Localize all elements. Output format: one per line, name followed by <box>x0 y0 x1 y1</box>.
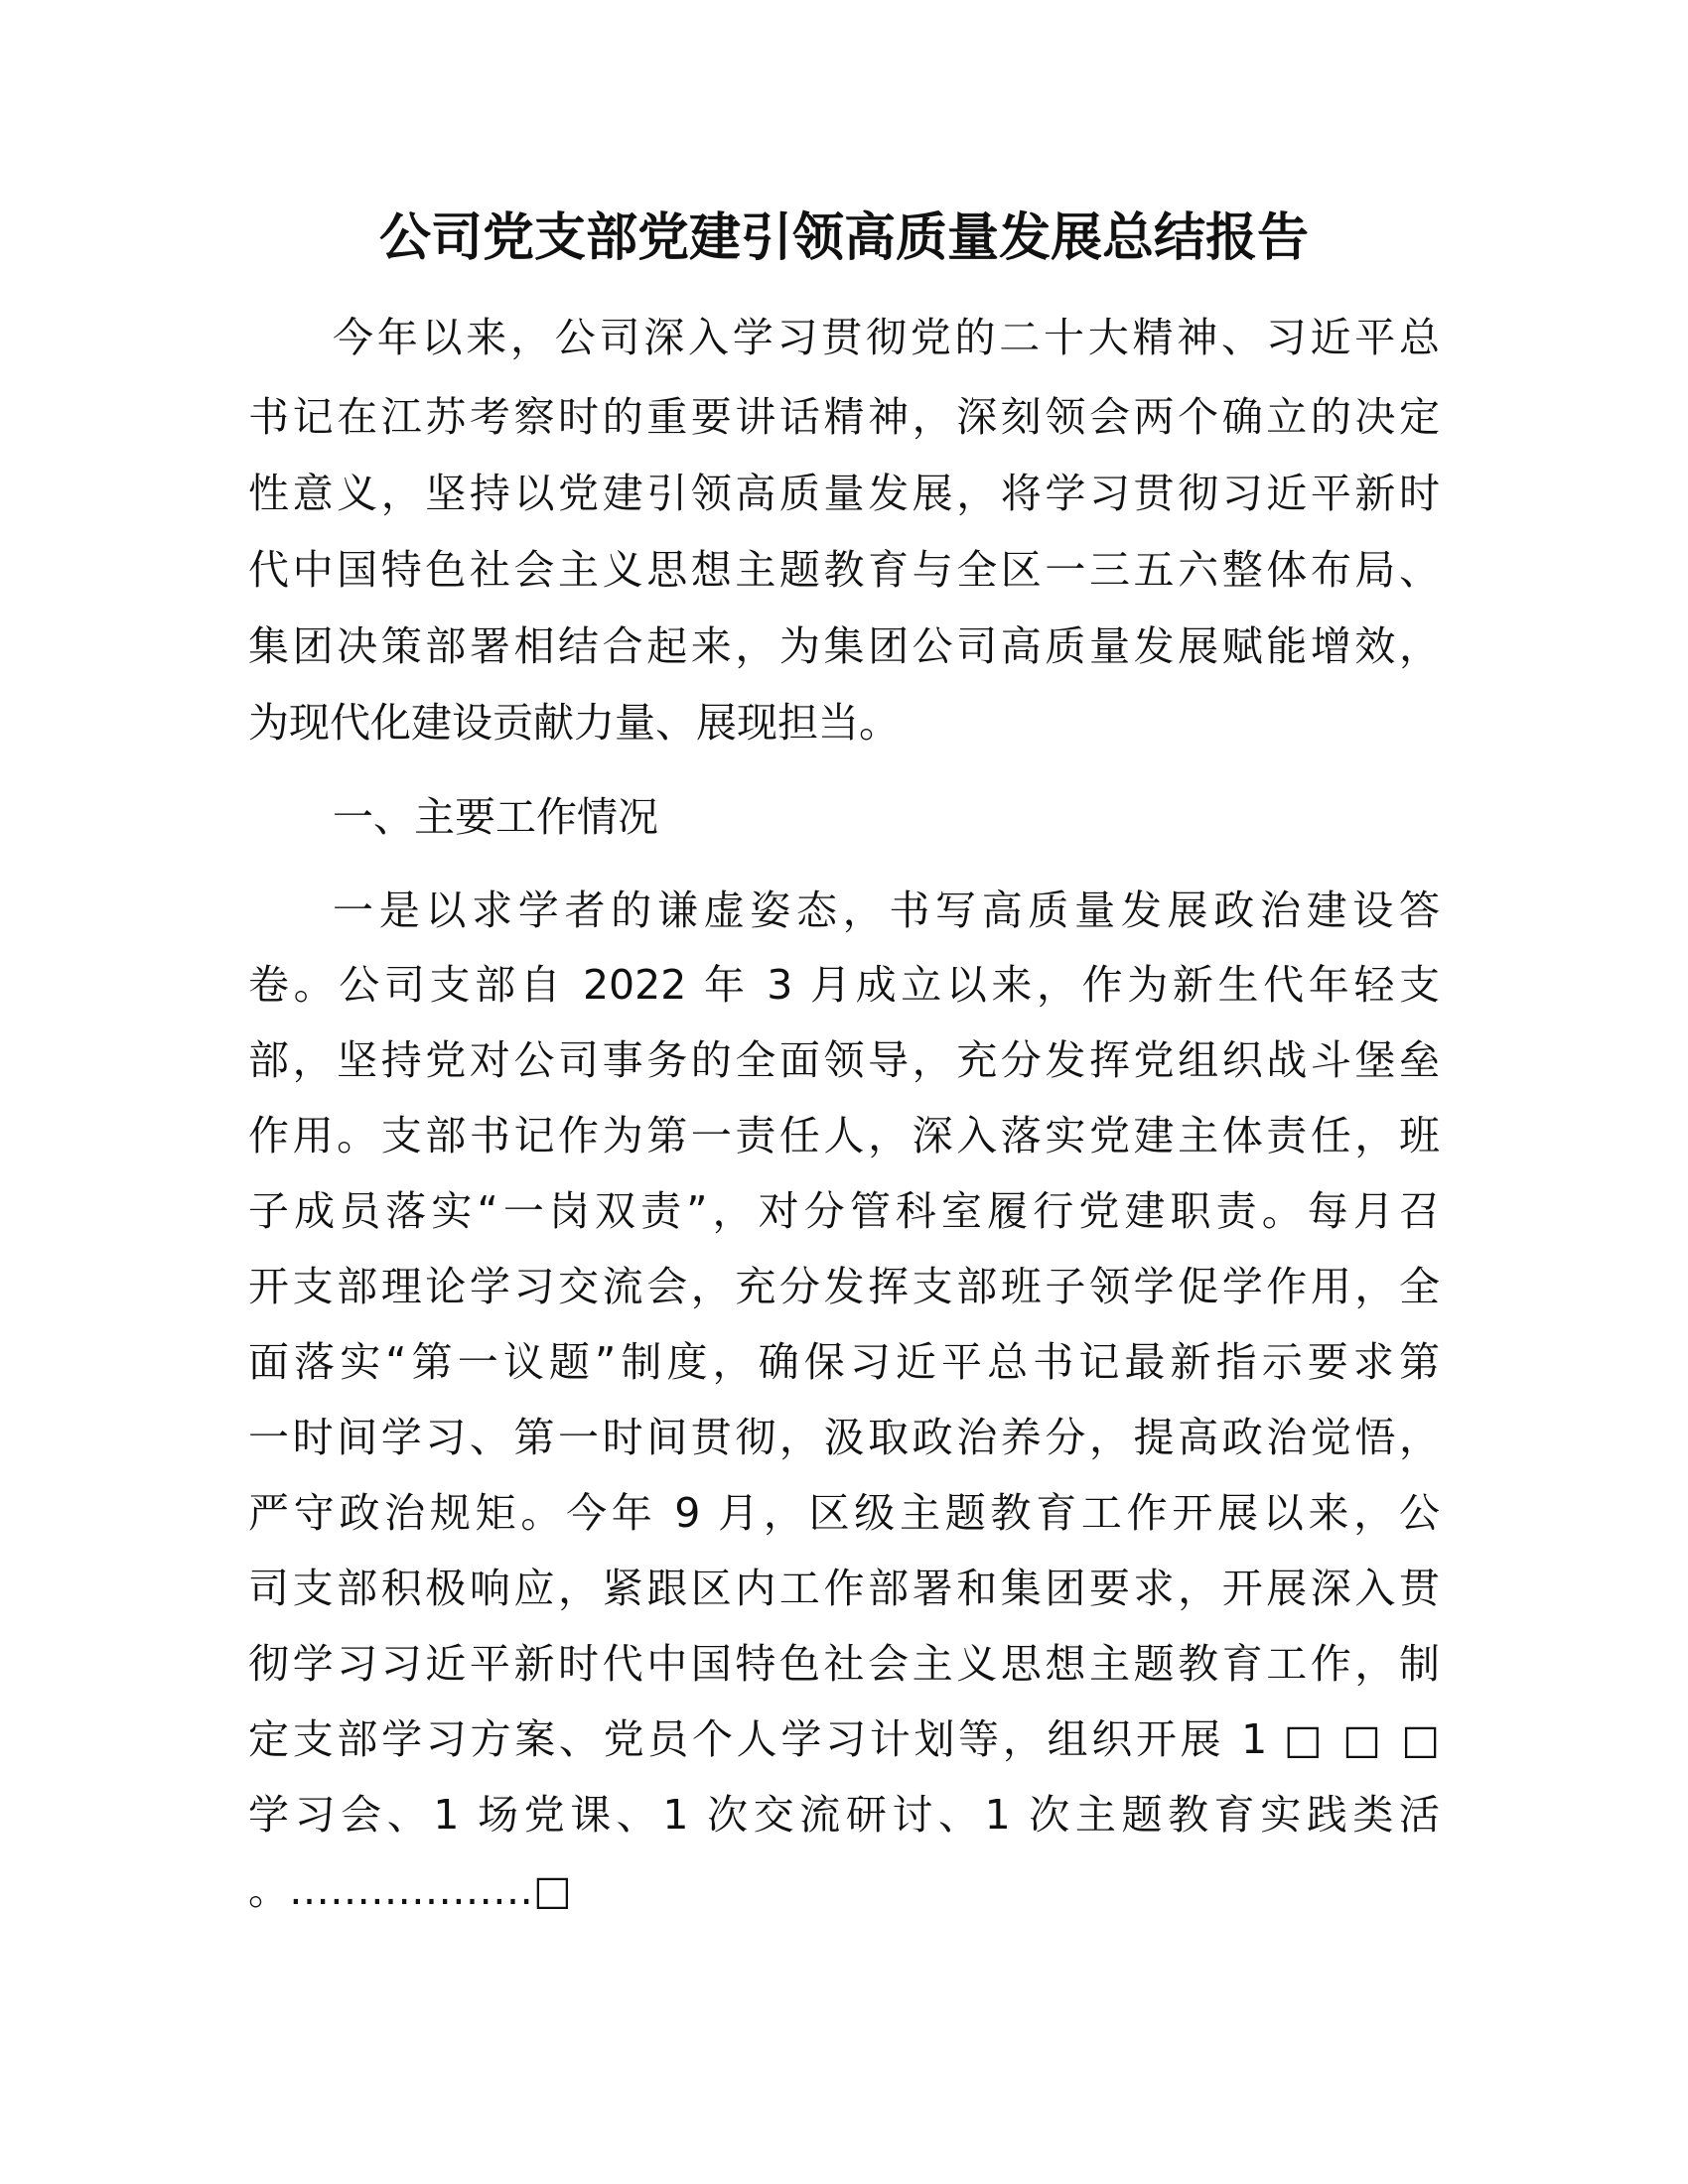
intro-line: 性意义，坚持以党建引领高质量发展，将学习贯彻习近平新时 <box>248 470 1440 517</box>
body-line: 开支部理论学习交流会，充分发挥支部班子领学促学作用，全 <box>248 1263 1440 1310</box>
intro-line: 今年以来，公司深入学习贯彻党的二十大精神、习近平总 <box>333 314 1440 361</box>
body-line: 一是以求学者的谦虚姿态，书写高质量发展政治建设答 <box>333 887 1440 934</box>
document-title: 公司党支部党建引领高质量发展总结报告 <box>378 208 1309 268</box>
body-line: 学习会、1 场党课、1 次交流研讨、1 次主题教育实践类活 <box>248 1791 1440 1839</box>
intro-line: 集团决策部署相结合起来，为集团公司高质量发展赋能增效， <box>248 622 1440 670</box>
intro-line: 书记在江苏考察时的重要讲话精神，深刻领会两个确立的决定 <box>248 393 1440 441</box>
body-line: 。………………□ <box>248 1866 572 1914</box>
section-heading: 一、主要工作情况 <box>333 793 658 841</box>
intro-line: 为现代化建设贡献力量、展现担当。 <box>248 699 900 747</box>
body-line: 严守政治规矩。今年 9 月，区级主题教育工作开展以来，公 <box>248 1489 1440 1537</box>
body-line: 司支部积极响应，紧跟区内工作部署和集团要求，开展深入贯 <box>248 1565 1440 1612</box>
body-line: 子成员落实“一岗双责”，对分管科室履行党建职责。每月召 <box>248 1187 1440 1235</box>
intro-line: 代中国特色社会主义思想主题教育与全区一三五六整体布局、 <box>248 546 1440 594</box>
body-line: 卷。公司支部自 2022 年 3 月成立以来，作为新生代年轻支 <box>248 961 1440 1009</box>
body-line: 一时间学习、第一时间贯彻，汲取政治养分，提高政治觉悟， <box>248 1414 1440 1461</box>
body-line: 面落实“第一议题”制度，确保习近平总书记最新指示要求第 <box>248 1338 1440 1386</box>
body-line: 定支部学习方案、党员个人学习计划等，组织开展 1 □ □ □ <box>248 1715 1440 1763</box>
body-line: 部，坚持党对公司事务的全面领导，充分发挥党组织战斗堡垒 <box>248 1036 1440 1084</box>
body-line: 彻学习习近平新时代中国特色社会主义思想主题教育工作，制 <box>248 1640 1440 1688</box>
body-line: 作用。支部书记作为第一责任人，深入落实党建主体责任，班 <box>248 1112 1440 1160</box>
